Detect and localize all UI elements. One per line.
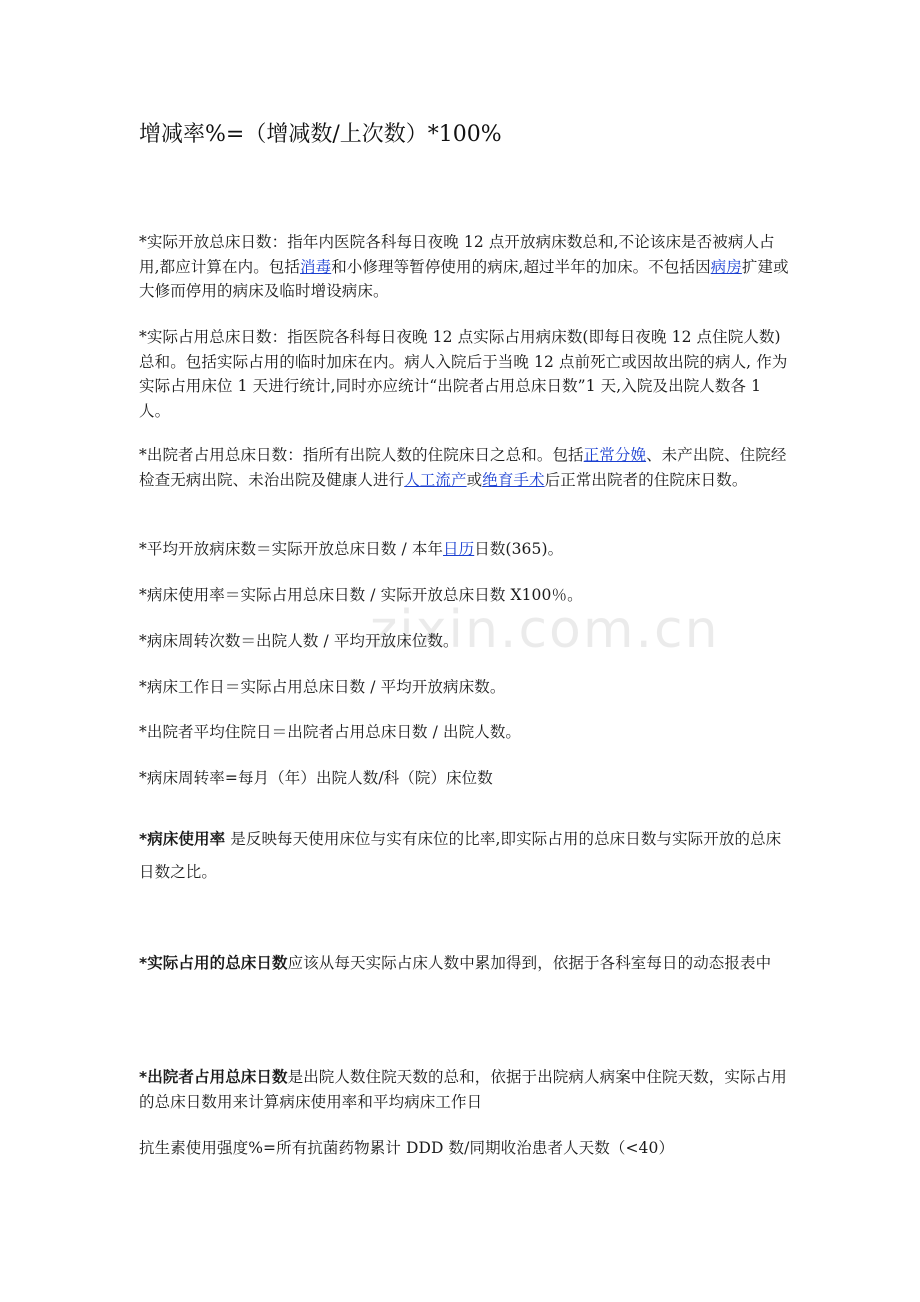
link-disinfection[interactable]: 消毒 xyxy=(300,257,332,276)
paragraph-bed-turnover-times: *病床周转次数＝出院人数 / 平均开放床位数。 xyxy=(139,632,459,650)
paragraph-bed-usage-rate: *病床使用率＝实际占用总床日数 / 实际开放总床日数 X100％。 xyxy=(139,586,583,604)
link-abortion[interactable]: 人工流产 xyxy=(404,470,467,489)
link-normal-delivery[interactable]: 正常分娩 xyxy=(583,446,647,464)
link-ward[interactable]: 病房 xyxy=(710,257,742,276)
paragraph-average-stay: *出院者平均住院日＝出院者占用总床日数 / 出院人数。 xyxy=(139,723,522,741)
formula-title: 增减率%=（增减数/上次数）*100% xyxy=(139,122,502,147)
watermark: zixin.com.cn xyxy=(370,600,720,660)
paragraph-bed-turnover-rate: *病床周转率=每月（年）出院人数/科（院）床位数 xyxy=(139,769,493,787)
paragraph-occupied-bed-days: *实际占用总床日数：指医院各科每日夜晚 12 点实际占用病床数(即每日夜晚 12 点住院人数)总和。包括实际占用的临时加床在内。病人入院后于当晚 12 点前死亡或因故出院的病人, 作为实际占用床位 1 天进行统计,同时亦应统计“出院者占用总床日数”1 天,入院及出院人数各 1 人。 xyxy=(139,328,788,420)
link-calendar[interactable]: 日历 xyxy=(443,540,475,558)
paragraph-antibiotic-intensity: 抗生素使用强度%=所有抗菌药物累计 DDD 数/同期收治患者人天数（<40） xyxy=(139,1139,675,1157)
link-sterilization[interactable]: 绝育手术 xyxy=(482,470,545,489)
paragraph-bed-usage-definition: *病床使用率 是反映每天使用床位与实有床位的比率,即实际占用的总床日数与实际开放的总床日数之比。 xyxy=(139,830,782,881)
paragraph-bed-work-days: *病床工作日＝实际占用总床日数 / 平均开放病床数。 xyxy=(139,678,506,696)
paragraph-average-open-beds: *平均开放病床数＝实际开放总床日数 / 本年日历日数(365)。 xyxy=(139,540,564,558)
paragraph-discharged-bed-days: *出院者占用总床日数：指所有出院人数的住院床日之总和。包括正常分娩、未产出院、住院经检查无病出院、未治出院及健康人进行人工流产或绝育手术后正常出院者的住院床日数。 xyxy=(139,446,787,489)
paragraph-occupied-source: *实际占用的总床日数应该从每天实际占床人数中累加得到，依据于各科室每日的动态报表中 xyxy=(139,954,772,972)
paragraph-open-bed-days: *实际开放总床日数：指年内医院各科每日夜晚 12 点开放病床数总和,不论该床是否被病人占用,都应计算在内。包括消毒和小修理等暂停使用的病床,超过半年的加床。不包括因病房扩建或大修而停用的病床及临时增设病床。 xyxy=(139,233,789,300)
paragraph-discharged-source: *出院者占用总床日数是出院人数住院天数的总和，依据于出院病人病案中住院天数，实际占用的总床日数用来计算病床使用率和平均病床工作日 xyxy=(139,1068,787,1111)
